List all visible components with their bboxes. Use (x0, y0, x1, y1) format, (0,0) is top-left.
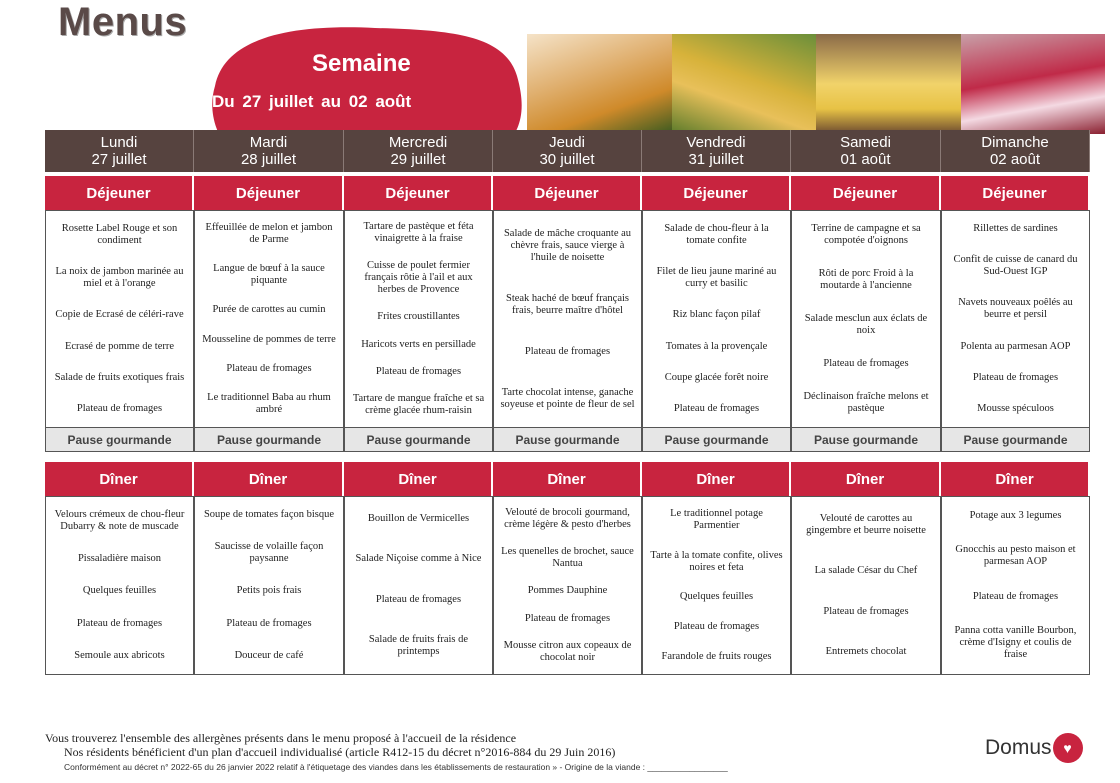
menu-item: Confit de cuisse de canard du Sud-Ouest IGP (953, 253, 1078, 277)
menu-item: Coupe glacée forêt noire (664, 371, 769, 383)
dejeuner-label: Déjeuner (791, 176, 941, 210)
pause-gourmande: Pause gourmande (642, 428, 791, 452)
menu-item: Semoule aux abricots (74, 649, 165, 661)
footer-decree: Conformément au décret n° 2022-65 du 26 janvier 2022 relatif à l'étiquetage des viandes dans les établissements de restauration » - Origine de la viande : _________________ (64, 762, 728, 772)
day-header (344, 130, 493, 172)
menu-item: Plateau de fromages (524, 345, 611, 357)
day-name: Mardi (249, 134, 288, 151)
dejeuner-label: Déjeuner (493, 176, 642, 210)
menu-item: Farandole de fruits rouges (661, 651, 772, 663)
menu-item: Plateau de fromages (524, 612, 611, 624)
diner-label: Dîner (642, 462, 791, 496)
menu-item: Filet de lieu jaune mariné au curry et basilic (656, 265, 777, 289)
food-photo-salad (672, 34, 817, 134)
menu-item: Velouté de brocoli gourmand, crème légère & pesto d'herbes (504, 506, 631, 530)
footer-plan: Nos résidents bénéficient d'un plan d'accueil individualisé (article R412-15 du décret n°2016-884 du 29 Juin 2016) (64, 745, 616, 759)
menu-item: Plateau de fromages (226, 617, 312, 629)
heart-icon: ♥ (1053, 733, 1083, 763)
menu-item: Salade de mâche croquante au chèvre frais, sauce vierge à l'huile de noisette (503, 227, 632, 263)
day-header (642, 130, 791, 172)
menu-item: Haricots verts en persillade (361, 338, 476, 350)
menu-item: Potage aux 3 legumes (969, 510, 1062, 522)
dejeuner-menu (194, 210, 344, 428)
food-photo-appetizer (527, 34, 672, 134)
week-label: Semaine (312, 50, 411, 77)
menu-item: Plateau de fromages (76, 403, 163, 415)
menu-item: La salade César du Chef (814, 565, 918, 577)
food-photo-cheese (816, 34, 961, 134)
day-name: Samedi (840, 134, 891, 151)
day-date: 02 août (989, 151, 1041, 168)
menu-item: Mousse citron aux copeaux de chocolat noir (503, 640, 632, 664)
menu-item: Panna cotta vanille Bourbon, crème d'Isigny et coulis de fraise (954, 624, 1077, 660)
menu-item: La noix de jambon marinée au miel et à l'orange (55, 265, 184, 289)
day-date: 01 août (840, 151, 891, 168)
diner-label: Dîner (493, 462, 642, 496)
pause-gourmande: Pause gourmande (194, 428, 344, 452)
brand-logo (985, 733, 1083, 763)
menu-item: Tarte à la tomate confite, olives noires et feta (650, 549, 783, 573)
menu-item: Plateau de fromages (972, 590, 1059, 602)
dejeuner-label: Déjeuner (941, 176, 1090, 210)
menu-item: Plateau de fromages (972, 371, 1059, 383)
date-range: Du 27 juillet au 02 août (212, 92, 412, 111)
day-header (194, 130, 344, 172)
menu-item: Soupe de tomates façon bisque (203, 509, 335, 521)
menu-item: Purée de carottes au cumin (212, 304, 326, 316)
menu-item: Riz blanc façon pilaf (672, 309, 761, 321)
dejeuner-label: Déjeuner (194, 176, 344, 210)
dejeuner-label: Déjeuner (344, 176, 493, 210)
diner-menu (642, 496, 791, 675)
dejeuner-label: Déjeuner (45, 176, 194, 210)
menu-item: Entremets chocolat (825, 645, 907, 657)
menu-item: Terrine de campagne et sa compotée d'oignons (811, 223, 921, 247)
diner-menu (941, 496, 1090, 675)
day-header (493, 130, 642, 172)
page-title: Menus (58, 0, 188, 44)
menu-item: Pommes Dauphine (527, 585, 608, 597)
menu-item: Tartare de pastèque et féta vinaigrette à la fraise (363, 220, 474, 244)
menu-item: Plateau de fromages (823, 605, 909, 617)
menu-item: Quelques feuilles (82, 585, 157, 597)
menu-item: Copie de Ecrasé de céléri-rave (55, 309, 184, 321)
menu-item: Rosette Label Rouge et son condiment (61, 222, 178, 246)
header-blob-shape (205, 16, 535, 146)
diner-label: Dîner (194, 462, 344, 496)
diner-menu (344, 496, 493, 675)
dejeuner-label: Déjeuner (642, 176, 791, 210)
pause-gourmande: Pause gourmande (941, 428, 1090, 452)
diner-menu (45, 496, 194, 675)
menu-item: Tarte chocolat intense, ganache soyeuse et pointe de fleur de sel (500, 386, 635, 410)
menu-item: Quelques feuilles (679, 591, 754, 603)
pause-gourmande: Pause gourmande (344, 428, 493, 452)
menu-item: Bouillon de Vermicelles (367, 513, 470, 525)
day-name: Vendredi (686, 134, 746, 151)
menu-item: Steak haché de bœuf français frais, beurre maître d'hôtel (505, 292, 630, 316)
food-photo-dessert (961, 34, 1106, 134)
menu-item: Frites croustillantes (377, 311, 460, 323)
diner-label: Dîner (791, 462, 941, 496)
day-date: 30 juillet (539, 151, 595, 168)
menu-item: Rillettes de sardines (973, 222, 1058, 234)
day-date: 27 juillet (91, 151, 147, 168)
menu-item: Mousseline de pommes de terre (202, 333, 336, 345)
menu-item: Petits pois frais (236, 585, 302, 597)
day-name: Jeudi (549, 134, 585, 151)
menu-item: Polenta au parmesan AOP (960, 340, 1071, 352)
dejeuner-menu (941, 210, 1090, 428)
dejeuner-menu (493, 210, 642, 428)
menu-item: Mousse spéculoos (977, 403, 1054, 415)
dejeuner-menu (45, 210, 194, 428)
menu-item: Pissaladière maison (77, 553, 162, 565)
menu-item: Salade de fruits frais de printemps (368, 633, 469, 657)
pause-gourmande: Pause gourmande (45, 428, 194, 452)
menu-item: Le traditionnel potage Parmentier (670, 507, 763, 531)
day-date: 31 juillet (688, 151, 744, 168)
logo-text: Domus (985, 736, 1052, 759)
diner-label: Dîner (45, 462, 194, 496)
menu-item: Salade de fruits exotiques frais (54, 371, 185, 383)
menu-item: Tartare de mangue fraîche et sa crème glacée rhum-raisin (352, 393, 485, 417)
day-header (45, 130, 194, 172)
menu-item: Le traditionnel Baba au rhum ambré (207, 392, 331, 416)
menu-item: Plateau de fromages (823, 357, 909, 369)
menu-item: Les quenelles de brochet, sauce Nantua (501, 546, 634, 570)
day-header (941, 130, 1090, 172)
menu-item: Plateau de fromages (375, 593, 462, 605)
menu-item: Rôti de porc Froid à la moutarde à l'ancienne (818, 268, 914, 292)
menu-item: Velouté de carottes au gingembre et beurre noisette (806, 513, 926, 537)
diner-label: Dîner (941, 462, 1090, 496)
menu-item: Plateau de fromages (673, 621, 760, 633)
menu-item: Salade de chou-fleur à la tomate confite (664, 222, 769, 246)
pause-gourmande: Pause gourmande (493, 428, 642, 452)
menu-item: Tomates à la provençale (665, 340, 768, 352)
menu-item: Déclinaison fraîche melons et pastèque (803, 390, 929, 414)
day-name: Lundi (100, 134, 138, 151)
menu-item: Salade mesclun aux éclats de noix (804, 312, 928, 336)
menu-item: Douceur de café (234, 649, 304, 661)
menu-item: Navets nouveaux poêlés au beurre et persil (958, 297, 1073, 321)
dejeuner-menu (344, 210, 493, 428)
food-photos (527, 34, 1105, 134)
dejeuner-menu (642, 210, 791, 428)
diner-menu (493, 496, 642, 675)
day-date: 28 juillet (240, 151, 297, 168)
menu-item: Gnocchis au pesto maison et parmesan AOP (955, 544, 1076, 568)
pause-gourmande: Pause gourmande (791, 428, 941, 452)
menu-item: Saucisse de volaille façon paysanne (214, 541, 324, 565)
diner-menu (791, 496, 941, 675)
menu-item: Langue de bœuf à la sauce piquante (213, 262, 325, 286)
day-date: 29 juillet (390, 151, 446, 168)
menu-item: Plateau de fromages (673, 403, 760, 415)
dejeuner-menu (791, 210, 941, 428)
menu-item: Effeuillée de melon et jambon de Parme (205, 221, 333, 245)
footer-allergens: Vous trouverez l'ensemble des allergènes présents dans le menu proposé à l'accueil de la résidence (45, 731, 517, 745)
menu-item: Plateau de fromages (226, 362, 312, 374)
menu-item: Cuisse de poulet fermier français rôtie à l'ail et aux herbes de Provence (364, 259, 473, 295)
diner-label: Dîner (344, 462, 493, 496)
menu-grid (45, 130, 1090, 675)
menu-item: Ecrasé de pomme de terre (64, 340, 175, 352)
diner-menu (194, 496, 344, 675)
menu-item: Velours crémeux de chou-fleur Dubarry & note de muscade (54, 509, 185, 533)
day-name: Mercredi (388, 134, 448, 151)
day-header (791, 130, 941, 172)
day-name: Dimanche (981, 134, 1049, 151)
menu-item: Plateau de fromages (375, 365, 462, 377)
menu-item: Salade Niçoise comme à Nice (355, 553, 482, 565)
menu-item: Plateau de fromages (76, 617, 163, 629)
